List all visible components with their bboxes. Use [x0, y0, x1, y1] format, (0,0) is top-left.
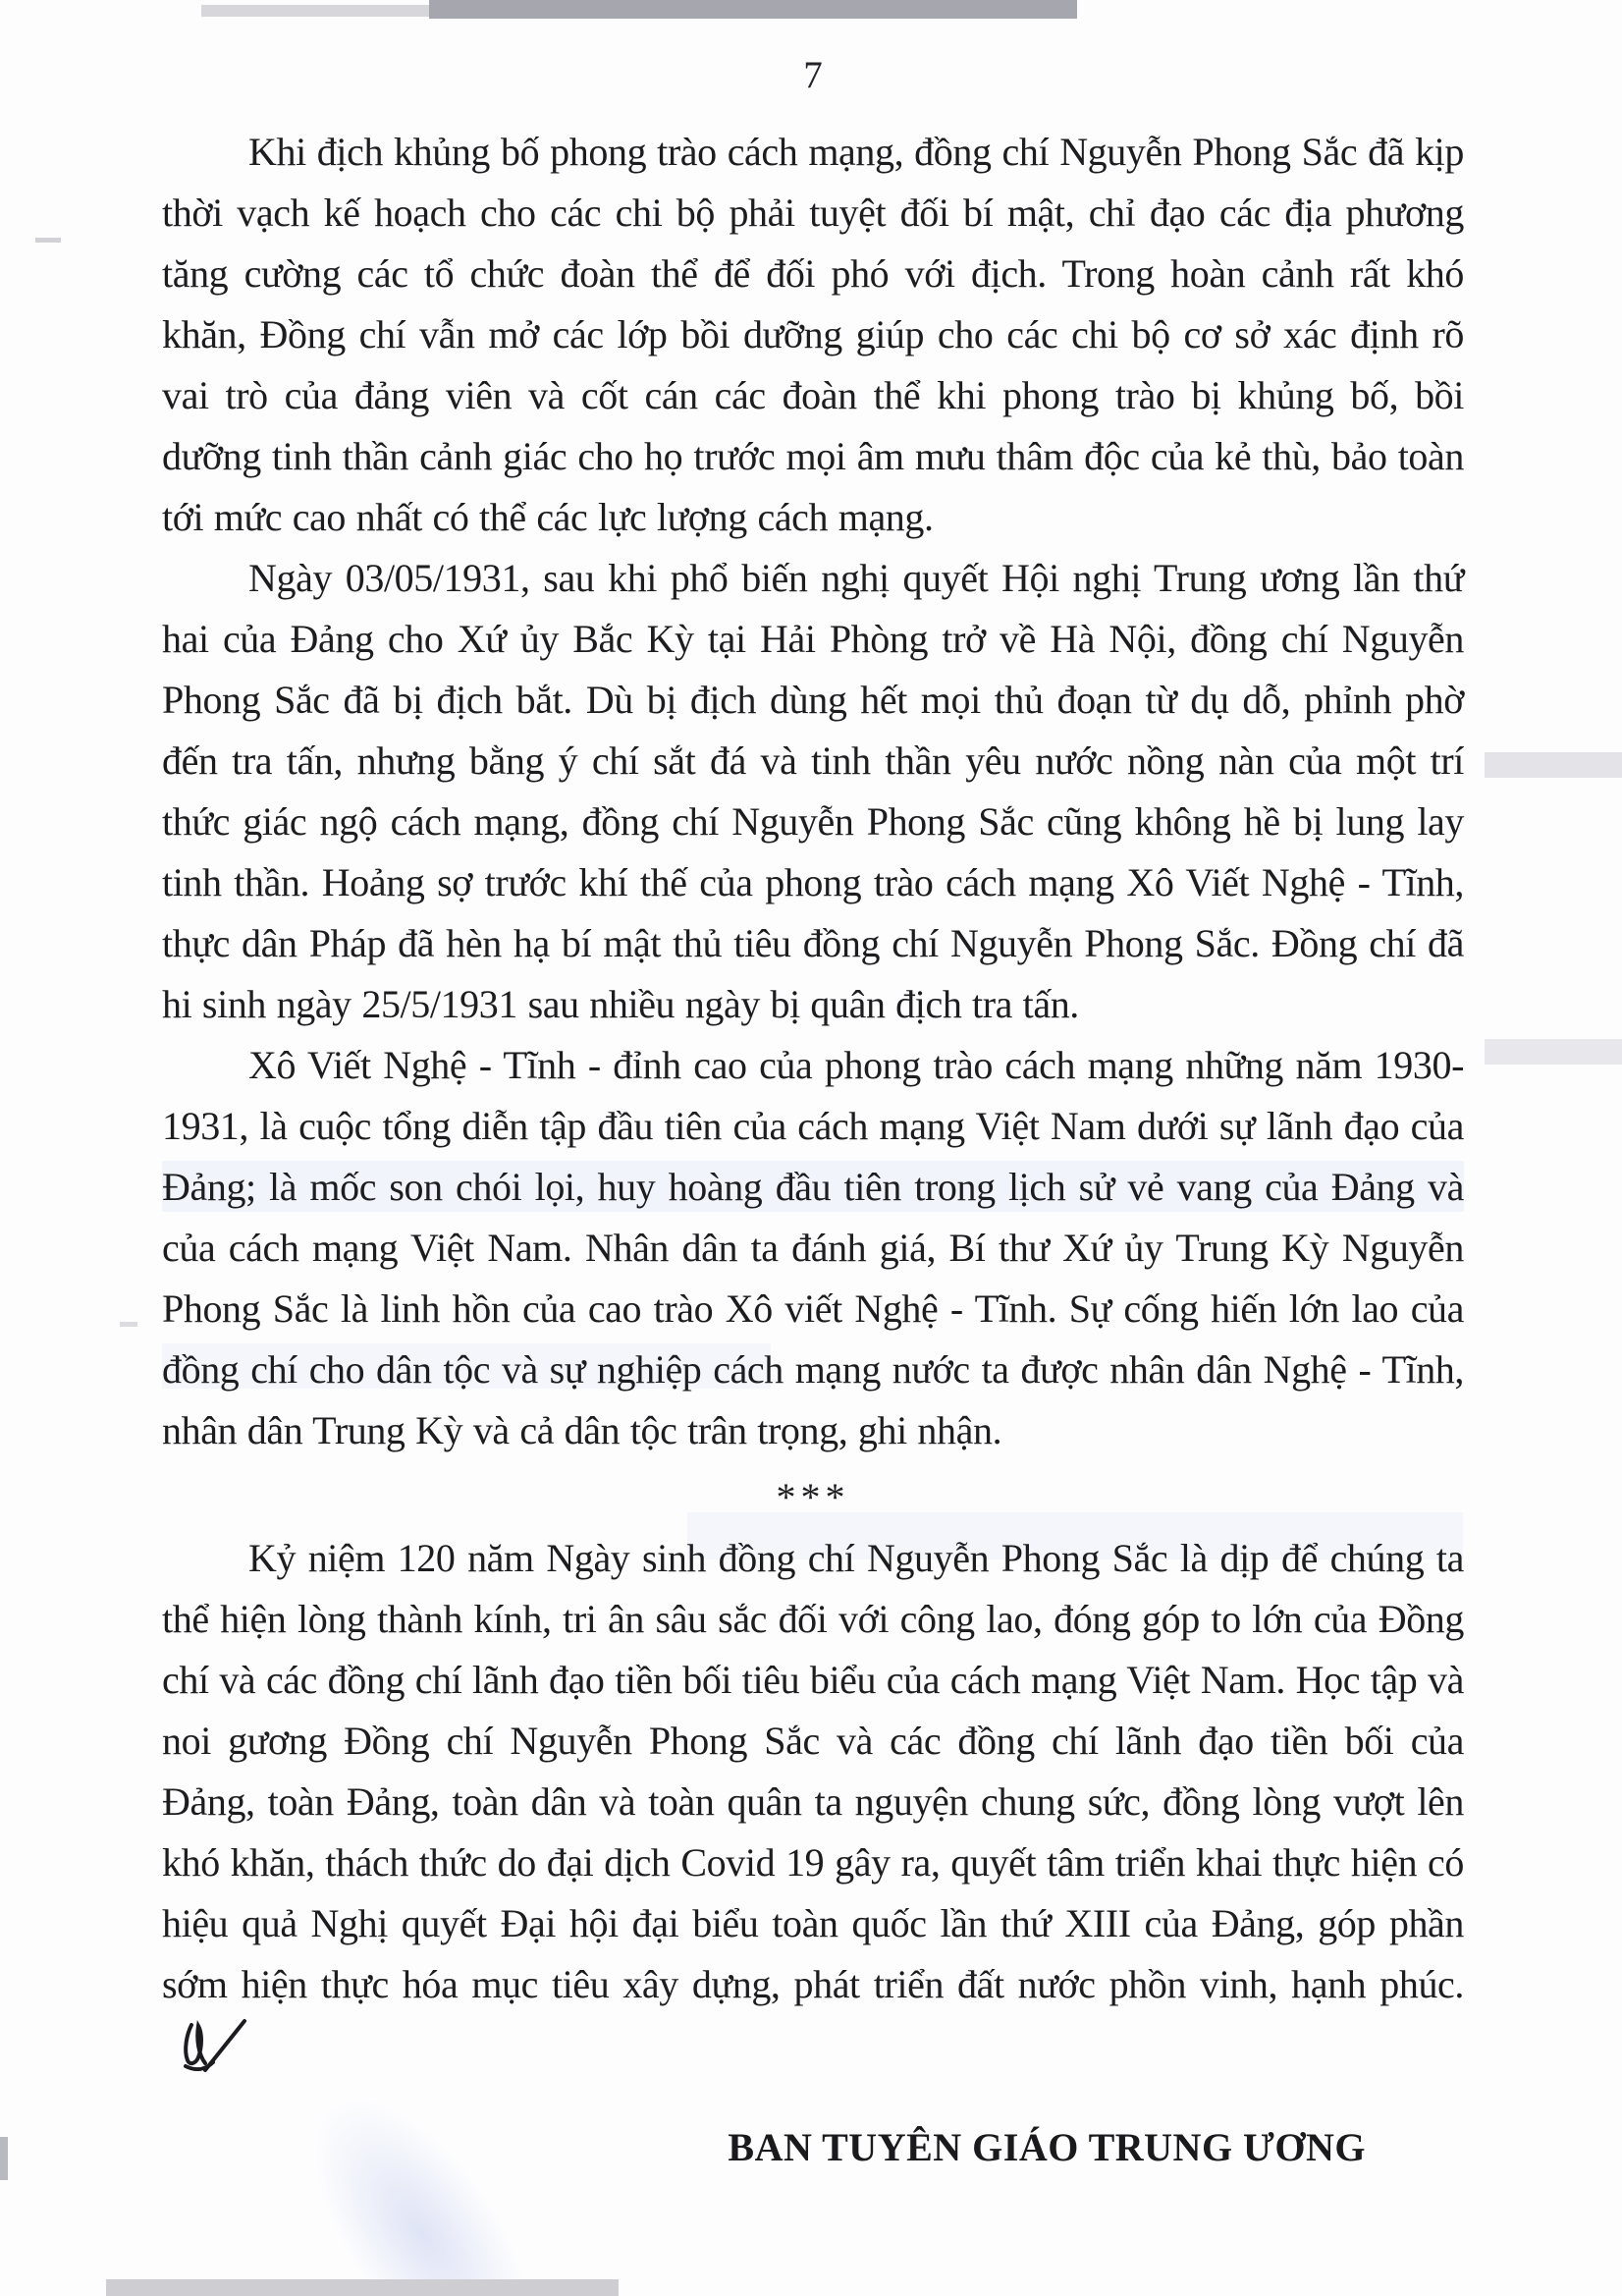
scan-artifact-bottom-band: [106, 2279, 619, 2296]
paragraph-1: [162, 122, 1464, 548]
paragraph-text: Ngày 03/05/1931, sau khi phổ biến nghị quyết Hội nghị Trung ương lần thứ hai của Đảng cho Xứ ủy Bắc Kỳ tại Hải Phòng trở về Hà Nội, đồng chí Nguyễn Phong Sắc đã bị địch bắt. Dù bị địch dùng hết mọi thủ đoạn từ dụ dỗ, phỉnh phờ đến tra tấn, nhưng bằng ý chí sắt đá và tinh thần yêu nước nồng nàn của một trí thức giác ngộ cách mạng, đồng chí Nguyễn Phong Sắc cũng không hề bị lung lay tinh thần. Hoảng sợ trước khí thế của phong trào cách mạng Xô Viết Nghệ - Tĩnh, thực dân Pháp đã hèn hạ bí mật thủ tiêu đồng chí Nguyễn Phong Sắc. Đồng chí đã hi sinh ngày 25/5/1931 sau nhiều ngày bị quân địch tra tấn.: [162, 556, 1464, 1026]
scan-artifact-right-1: [1485, 752, 1622, 778]
handwritten-initials-icon: [176, 2015, 250, 2074]
text-block: [162, 53, 1464, 2172]
paragraph-2: [162, 548, 1464, 1035]
scan-artifact-left-dash-1: [35, 238, 61, 243]
paragraph-3: [162, 1035, 1464, 1461]
scan-artifact-left-sliver: [0, 2137, 8, 2180]
paragraph-text: Kỷ niệm 120 năm Ngày sinh đồng chí Nguyễn Phong Sắc là dịp để chúng ta thể hiện lòng thành kính, tri ân sâu sắc đối với công lao, đóng góp to lớn của Đồng chí và các đồng chí lãnh đạo tiền bối tiêu biểu của cách mạng Việt Nam. Học tập và noi gương Đồng chí Nguyễn Phong Sắc và các đồng chí lãnh đạo tiền bối của Đảng, toàn Đảng, toàn dân và toàn quân ta nguyện chung sức, đồng lòng vượt lên khó khăn, thách thức do đại dịch Covid 19 gây ra, quyết tâm triển khai thực hiện có hiệu quả Nghị quyết Đại hội đại biểu toàn quốc lần thứ XIII của Đảng, góp phần sớm hiện thực hóa mục tiêu xây dựng, phát triển đất nước phồn vinh, hạnh phúc.: [162, 1536, 1464, 2006]
signoff: [162, 2123, 1464, 2172]
scan-artifact-top-dark: [429, 0, 1077, 19]
scan-artifact-top-light: [201, 5, 429, 17]
page-number: 7: [803, 54, 823, 96]
scan-artifact-left-dash-2: [120, 1322, 137, 1327]
section-separator: ***: [776, 1475, 850, 1519]
paragraph-text: Khi địch khủng bố phong trào cách mạng, đồng chí Nguyễn Phong Sắc đã kịp thời vạch kế hoạch cho các chi bộ phải tuyệt đối bí mật, chỉ đạo các địa phương tăng cường các tổ chức đoàn thể để đối phó với địch. Trong hoàn cảnh rất khó khăn, Đồng chí vẫn mở các lớp bồi dưỡng giúp cho các chi bộ cơ sở xác định rõ vai trò của đảng viên và cốt cán các đoàn thể khi phong trào bị khủng bố, bồi dưỡng tinh thần cảnh giác cho họ trước mọi âm mưu thâm độc của kẻ thù, bảo toàn tới mức cao nhất có thể các lực lượng cách mạng.: [162, 130, 1464, 539]
scan-artifact-right-2: [1485, 1039, 1622, 1065]
paragraph-text: Xô Viết Nghệ - Tĩnh - đỉnh cao của phong trào cách mạng những năm 1930-1931, là cuộc tổng diễn tập đầu tiên của cách mạng Việt Nam dưới sự lãnh đạo của Đảng; là mốc son chói lọi, huy hoàng đầu tiên trong lịch sử vẻ vang của Đảng và của cách mạng Việt Nam. Nhân dân ta đánh giá, Bí thư Xứ ủy Trung Kỳ Nguyễn Phong Sắc là linh hồn của cao trào Xô viết Nghệ - Tĩnh. Sự cống hiến lớn lao của đồng chí cho dân tộc và sự nghiệp cách mạng nước ta được nhân dân Nghệ - Tĩnh, nhân dân Trung Kỳ và cả dân tộc trân trọng, ghi nhận.: [162, 1043, 1464, 1452]
paragraph-4: [162, 1528, 1464, 2078]
signoff-text: BAN TUYÊN GIÁO TRUNG ƯƠNG: [728, 2125, 1366, 2169]
